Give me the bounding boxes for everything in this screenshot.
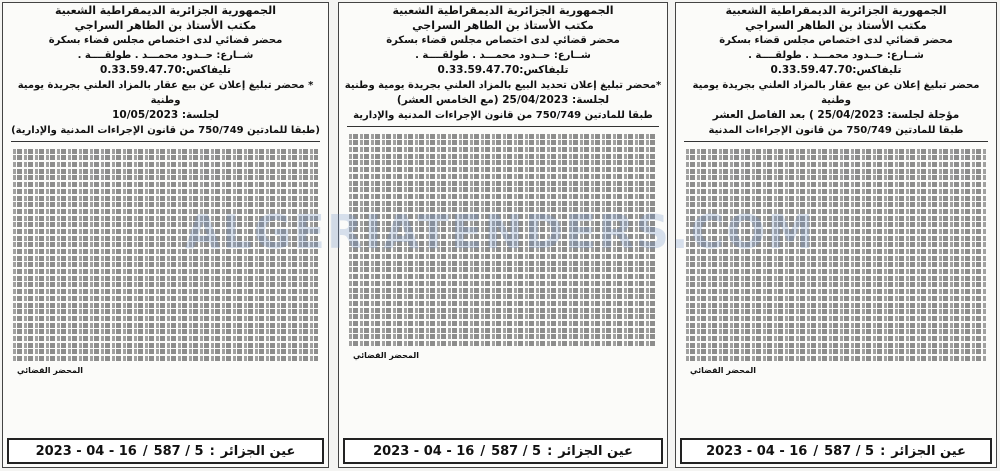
republic-title: الجمهورية الجزائرية الديمقراطية الشعبية <box>55 4 276 17</box>
republic-title: الجمهورية الجزائرية الديمقراطية الشعبية <box>392 4 614 17</box>
office-name: مكتب الأستاذ بن الطاهر السراجي <box>74 19 257 32</box>
footer-label: عين الجزائر <box>558 443 633 459</box>
bailiff-signature: المحضر القضائي <box>17 365 84 375</box>
office-telefax: تليفاكس:0.33.59.47.70 <box>437 64 569 76</box>
bailiff-signature: المحضر القضائي <box>690 365 757 375</box>
office-name: مكتب الأستاذ بن الطاهر السراجي <box>745 19 927 32</box>
notice-left <box>2 2 329 468</box>
notice-header <box>339 3 667 123</box>
office-jurisdiction: محضر قضائي لدى اختصاص مجلس قضاء بسكرة <box>48 35 283 46</box>
notice-body-text <box>339 130 667 346</box>
footer-reference <box>680 438 992 464</box>
footer-sep: : <box>209 443 215 459</box>
footer-label: عين الجزائر <box>891 443 966 459</box>
footer-sep: / <box>813 443 819 459</box>
office-jurisdiction: محضر قضائي لدى اختصاص مجلس قضاء بسكرة <box>719 35 953 46</box>
office-jurisdiction: محضر قضائي لدى اختصاص مجلس قضاء بسكرة <box>386 35 620 46</box>
footer-sep: / <box>480 443 486 459</box>
hearing-date: مؤجلة لجلسة: 25/04/2023 ) بعد الفاصل العشر <box>712 109 960 121</box>
footer-date: 2023 - 04 - 16 <box>35 443 137 459</box>
divider <box>347 126 659 127</box>
footer-number: 587 / 5 <box>491 443 542 459</box>
footer-sep: / <box>142 443 148 459</box>
office-name: مكتب الأستاذ بن الطاهر السراجي <box>412 19 594 32</box>
notice-title: * محضر تبليغ إعلان عن بيع عقار بالمزاد العلني بجريدة يومية وطنية <box>17 80 314 106</box>
footer-sep: : <box>547 443 553 459</box>
notice-body-text <box>3 145 328 361</box>
republic-title: الجمهورية الجزائرية الديمقراطية الشعبية <box>725 4 947 17</box>
footer-date: 2023 - 04 - 16 <box>373 443 475 459</box>
notice-title: محضر تبليغ إعلان عن بيع عقار بالمزاد العلني بجريدة يومية وطنية <box>692 80 980 106</box>
footer-number: 587 / 5 <box>824 443 875 459</box>
hearing-date: لجلسة: 10/05/2023 <box>112 109 219 121</box>
notice-title: *محضر تبليغ إعلان تحديد البيع بالمزاد العلني بجريدة يومية وطنية <box>344 80 662 91</box>
legal-basis: (طبقا للمادتين 750/749 من قانون الإجراءات المدنية والإدارية) <box>11 125 320 136</box>
footer-date: 2023 - 04 - 16 <box>706 443 808 459</box>
notice-body-text <box>676 145 996 361</box>
divider <box>11 141 320 142</box>
hearing-date: لجلسة: 25/04/2023 (مع الخامس العشر) <box>396 94 610 106</box>
footer-reference <box>7 438 324 464</box>
legal-basis: طبقا للمادتين 750/749 من قانون الإجراءات المدنية <box>708 125 964 136</box>
footer-sep: : <box>880 443 886 459</box>
divider <box>684 141 988 142</box>
site-watermark: ALGERIATENDERS.COM <box>184 205 816 259</box>
notice-middle <box>338 2 668 468</box>
footer-number: 587 / 5 <box>153 443 204 459</box>
office-telefax: تليفاكس:0.33.59.47.70 <box>770 64 902 76</box>
office-address: شــارع: حــدود محمـــد . طولقــــة . <box>748 50 924 61</box>
office-address: شــارع: حــدود محمـــد . طولقــــة . <box>77 50 254 61</box>
bailiff-signature: المحضر القضائي <box>353 350 420 360</box>
footer-label: عين الجزائر <box>220 443 296 459</box>
notice-header <box>3 3 328 138</box>
notice-header <box>676 3 996 138</box>
notice-right <box>675 2 997 468</box>
office-address: شــارع: حــدود محمـــد . طولقــــة . <box>415 50 591 61</box>
legal-basis: طبقا للمادتين 750/749 من قانون الإجراءات المدنية والإدارية <box>353 110 653 121</box>
footer-reference <box>343 438 663 464</box>
office-telefax: تليفاكس:0.33.59.47.70 <box>100 64 231 76</box>
